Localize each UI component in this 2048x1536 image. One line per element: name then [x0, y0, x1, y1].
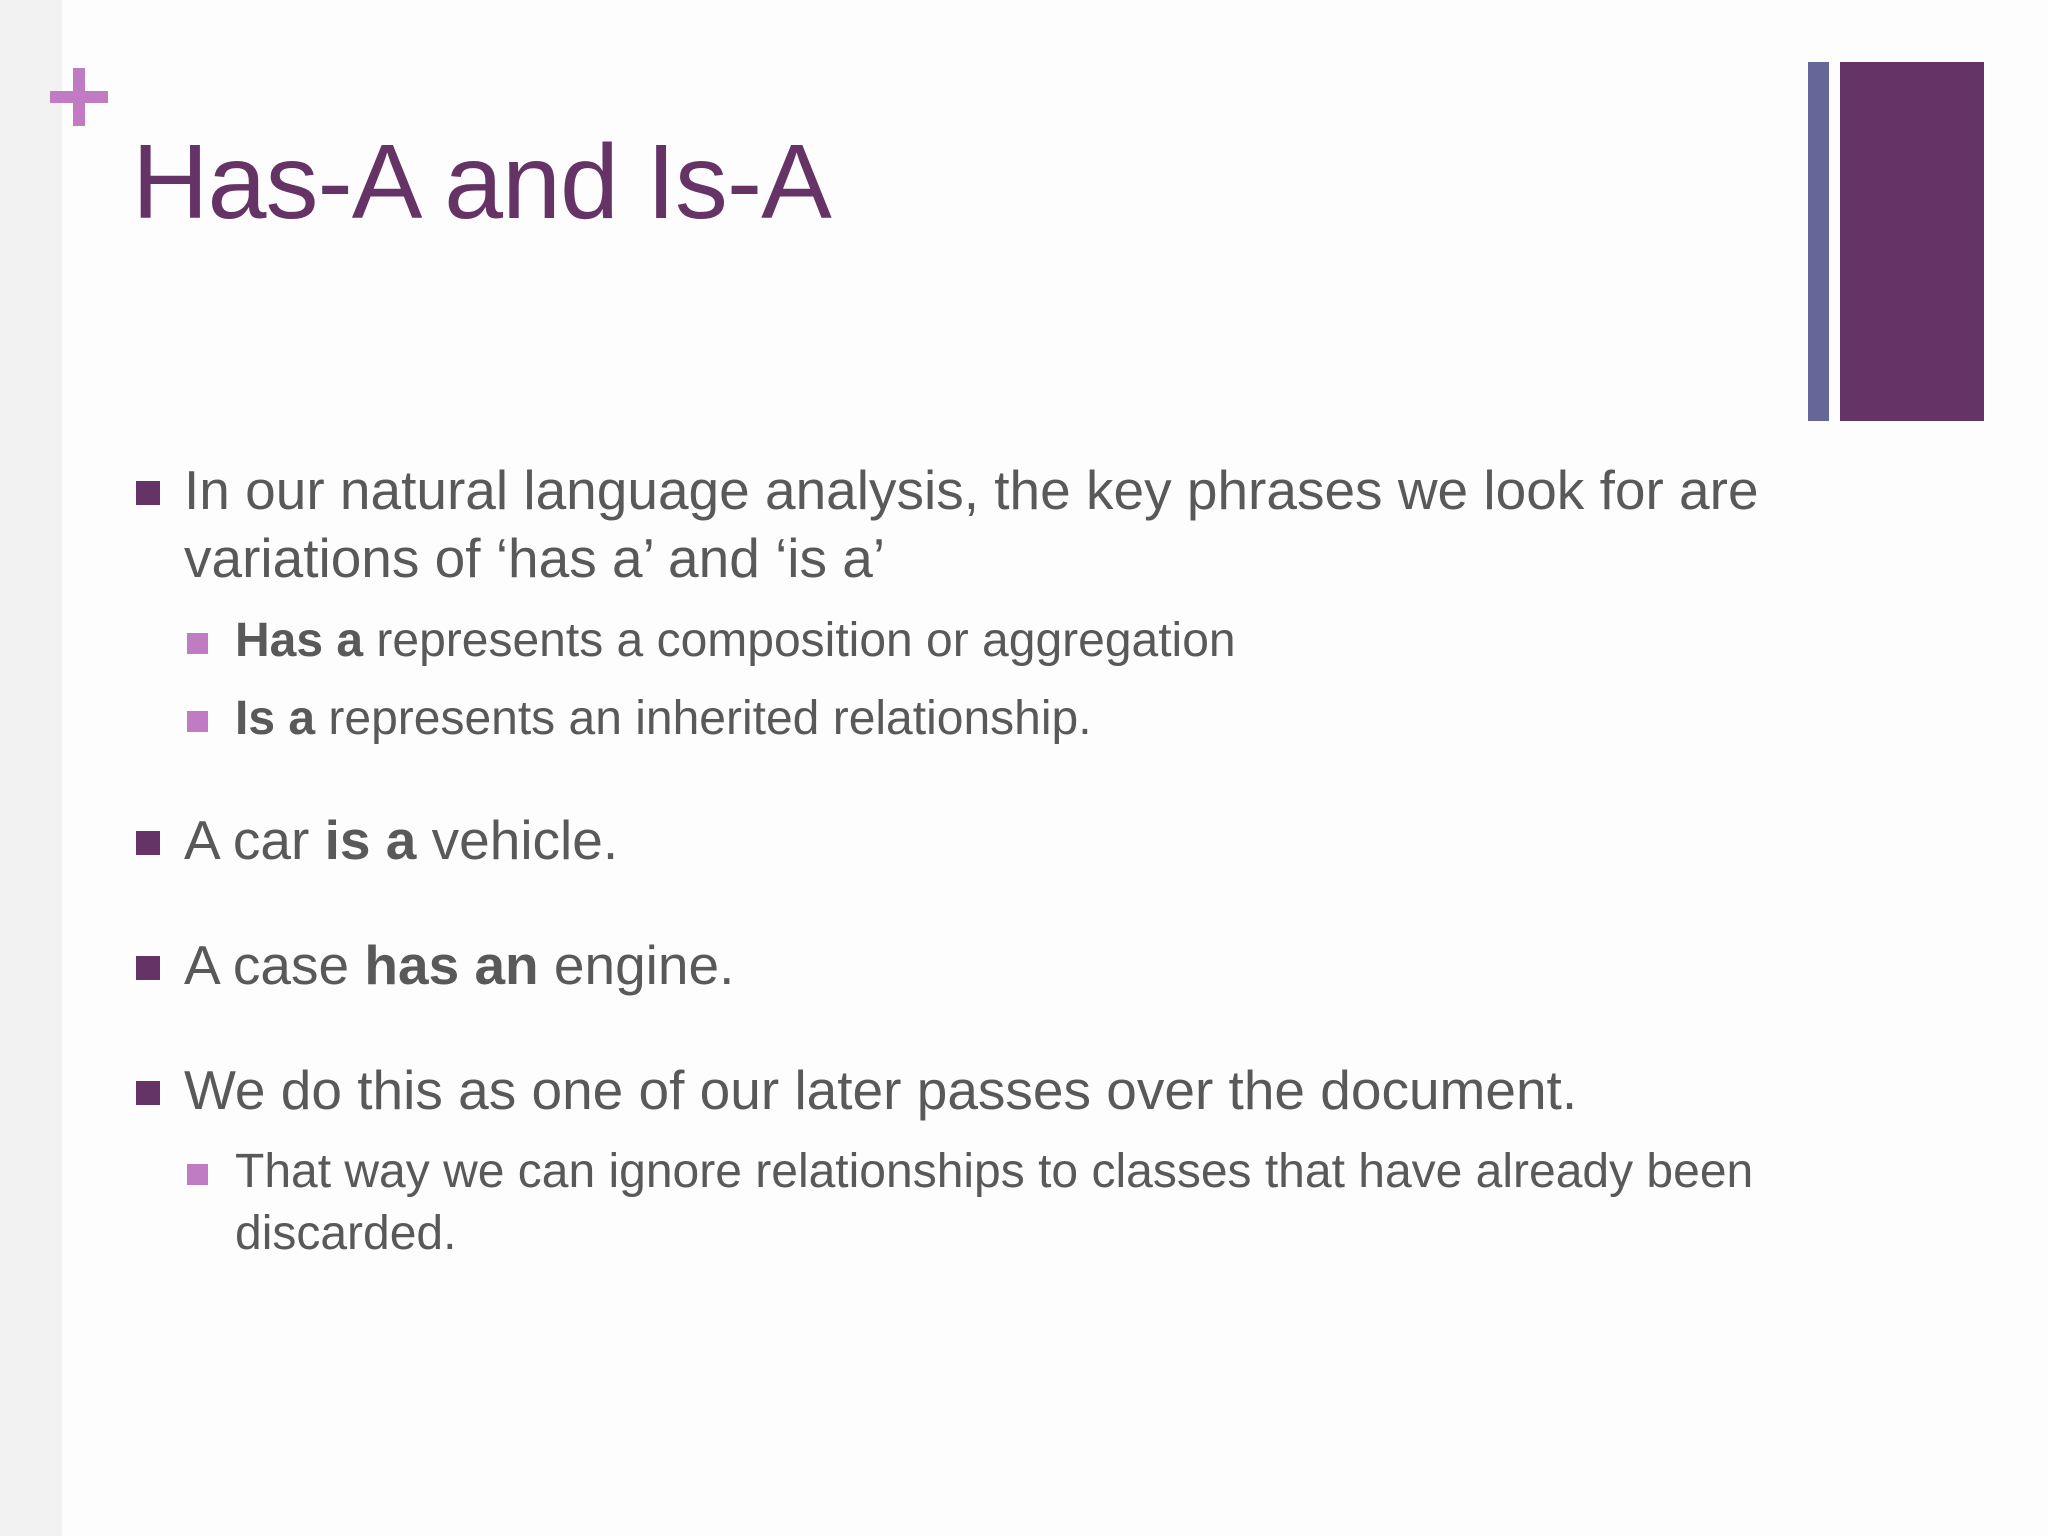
square-bullet-icon: [136, 831, 160, 855]
bullet-text: engine.: [538, 934, 735, 996]
bullet-text: vehicle.: [416, 809, 619, 871]
bullet-text: represents a composition or aggregation: [363, 614, 1236, 667]
bullet-text: We do this as one of our later passes over the document.: [184, 1059, 1578, 1121]
square-bullet-icon: [187, 711, 208, 732]
square-bullet-icon: [187, 633, 208, 654]
accent-bar-wide: [1840, 62, 1984, 421]
square-bullet-icon: [136, 481, 160, 505]
sub-bullet-item: [235, 688, 1765, 750]
bullet-item: [184, 806, 1764, 874]
slide-title: Has-A and Is-A: [132, 123, 831, 241]
bullet-text: A car: [184, 809, 325, 871]
sub-bullet-item: [235, 1141, 1765, 1265]
bullet-text: A case: [184, 934, 365, 996]
square-bullet-icon: [136, 956, 160, 980]
sub-bullet-item: [235, 610, 1765, 672]
bullet-text: represents an inherited relationship.: [315, 692, 1092, 745]
bullet-item: [184, 456, 1764, 592]
square-bullet-icon: [136, 1081, 160, 1105]
bullet-item: [184, 931, 1764, 999]
bold-text: has an: [364, 934, 539, 996]
bold-text: Has a: [235, 614, 364, 667]
bullet-text: That way we can ignore relationships to classes that have already been discarded.: [235, 1145, 1754, 1260]
bold-text: Is a: [235, 692, 316, 745]
bullet-text: In our natural language analysis, the key phrases we look for are variations of ‘has a’ and ‘is a’: [184, 459, 1759, 589]
bold-text: is a: [324, 809, 417, 871]
accent-bar-thin: [1808, 62, 1829, 421]
bullet-item: [184, 1056, 1764, 1124]
square-bullet-icon: [187, 1164, 208, 1185]
plus-icon: [50, 68, 108, 126]
